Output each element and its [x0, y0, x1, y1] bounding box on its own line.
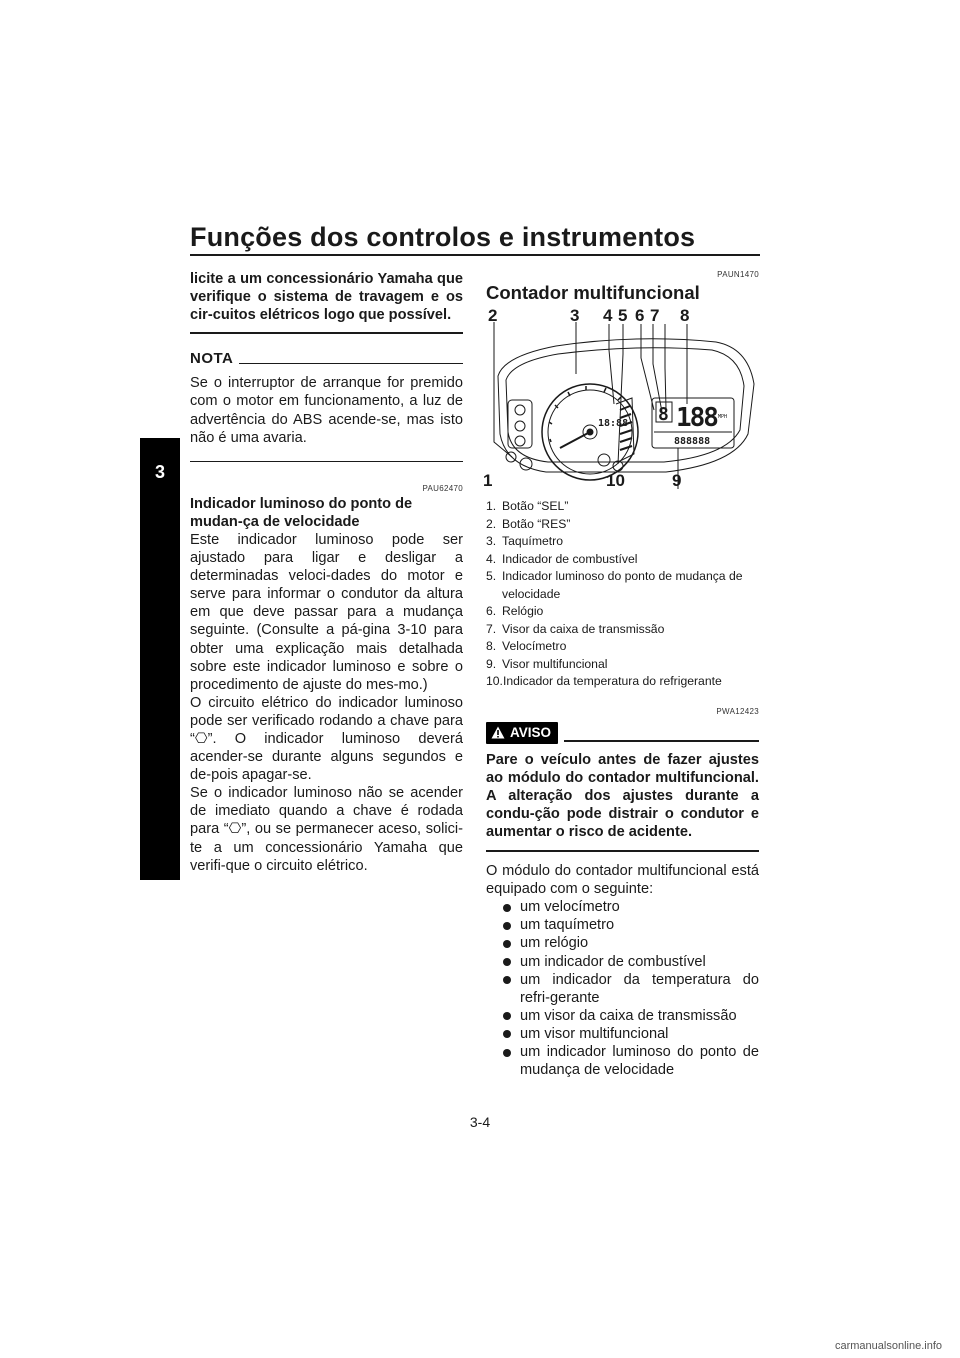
nota-end-rule	[190, 461, 463, 462]
callout-2: 2	[488, 306, 498, 325]
list-item: um visor da caixa de transmissão	[486, 1007, 759, 1025]
list-item: um indicador da temperatura do refri-gerante	[486, 971, 759, 1007]
warning-continuation: licite a um concessionário Yamaha que verifique o sistema de travagem e os cir-cuitos elétricos logo que possível.	[190, 271, 463, 324]
aviso-text: Pare o veículo antes de fazer ajustes ao módulo do contador multifuncional. A alteração dos ajustes durante a condu-ção pode distrair o condutor e aumentar o risco de acidente.	[486, 751, 759, 840]
figure-captions	[486, 498, 759, 691]
callout-9: 9	[672, 471, 682, 490]
multi-display-digits: 888888	[674, 436, 711, 447]
watermark: carmanualsonline.info	[834, 1340, 942, 1352]
gear-digit: 8	[658, 404, 669, 425]
paragraph: Se o indicador luminoso não se acender de imediato quando a chave é rodada para “⎔”, ou se permanecer aceso, solici-te a um concessionário Yamaha que verifi-que o circuito elétrico.	[190, 785, 463, 874]
caption-item: 4. Indicador de combustível	[486, 551, 638, 566]
title-rule	[190, 254, 760, 256]
aviso-label: AVISO	[510, 724, 552, 740]
list-item: um indicador de combustível	[486, 953, 759, 971]
caption-item: 7. Visor da caixa de transmissão	[486, 621, 665, 636]
aviso-code: PWA12423	[716, 706, 759, 716]
nota-text: Se o interruptor de arranque for premido com o motor em funcionamento, a luz de advertência do ABS acende-se, mas isto não é uma avaria.	[190, 375, 463, 446]
list-item: um taquímetro	[486, 916, 759, 934]
warning-end-rule	[190, 332, 463, 334]
callout-1: 1	[483, 471, 493, 490]
caption-item: 8. Velocímetro	[486, 639, 567, 653]
list-item: um velocímetro	[486, 898, 759, 916]
instrument-cluster-figure	[483, 306, 759, 490]
caption-item: 1. Botão “SEL”	[486, 499, 569, 513]
caption-item: 2. Botão “RES”	[486, 516, 571, 531]
speed-digits: 188	[676, 403, 717, 433]
aviso-rule	[564, 740, 759, 742]
chapter-tab	[140, 438, 180, 880]
caption-item: 9. Visor multifuncional	[486, 656, 608, 671]
callout-7: 7	[650, 306, 660, 325]
aviso-end-rule	[486, 850, 759, 852]
callout-3: 3	[570, 306, 580, 325]
chapter-number: 3	[154, 462, 165, 482]
list-item: um relógio	[486, 934, 759, 952]
caption-item: 3. Taquímetro	[486, 534, 563, 548]
aviso-header	[486, 722, 759, 744]
right-column	[483, 270, 759, 1079]
callout-8: 8	[680, 306, 690, 325]
section-code: PAUN1470	[717, 270, 759, 279]
nota-rule	[239, 363, 463, 364]
warning-triangle-icon	[491, 726, 505, 739]
callout-6: 6	[635, 306, 645, 325]
caption-item: 10. Indicador da temperatura do refrigerante	[486, 674, 722, 688]
clock-digits: 18:88	[598, 418, 629, 429]
page-title: Funções dos controlos e instrumentos	[190, 222, 696, 252]
callout-5: 5	[618, 306, 628, 325]
list-item: um visor multifuncional	[486, 1025, 759, 1043]
list-item: um indicador luminoso do ponto de mudança de velocidade	[486, 1043, 759, 1079]
instrument-cluster-illustration	[486, 314, 759, 489]
section-title: Indicador luminoso do ponto de mudan-ça de velocidade	[190, 495, 413, 530]
feature-list	[486, 898, 759, 1079]
left-column	[190, 270, 463, 875]
section-code: PAU62470	[422, 483, 463, 493]
nota-label: NOTA	[190, 350, 234, 368]
aviso-badge	[486, 722, 558, 744]
speed-unit: MPH	[718, 414, 728, 420]
caption-item: 5. Indicador luminoso do ponto de mudança de velocidade	[486, 569, 743, 601]
nota-header	[190, 350, 463, 368]
page-number: 3-4	[469, 1114, 491, 1130]
paragraph: O circuito elétrico do indicador luminoso pode ser verificado rodando a chave para “⎔”. O indicador luminoso deverá acender-se durante alguns segundos e de-pois apagar-se.	[190, 694, 463, 784]
caption-item: 6. Relógio	[486, 604, 544, 618]
callout-10: 10	[606, 471, 625, 490]
paragraph: Este indicador luminoso pode ser ajustado para ligar e desligar a determinadas veloci-dades do motor e serve para informar o condutor da altura em que deve passar para a mudança seguinte. (Consulte a pá-gina 3-10 para obter uma explicação mais detalhada sobre este indicador luminoso e sobre o procedimento de ajuste do mes-mo.)	[190, 531, 463, 693]
intro-text: O módulo do contador multifuncional está equipado com o seguinte:	[486, 863, 759, 898]
section-title: Contador multifuncional	[486, 282, 700, 303]
callout-4: 4	[603, 306, 613, 325]
